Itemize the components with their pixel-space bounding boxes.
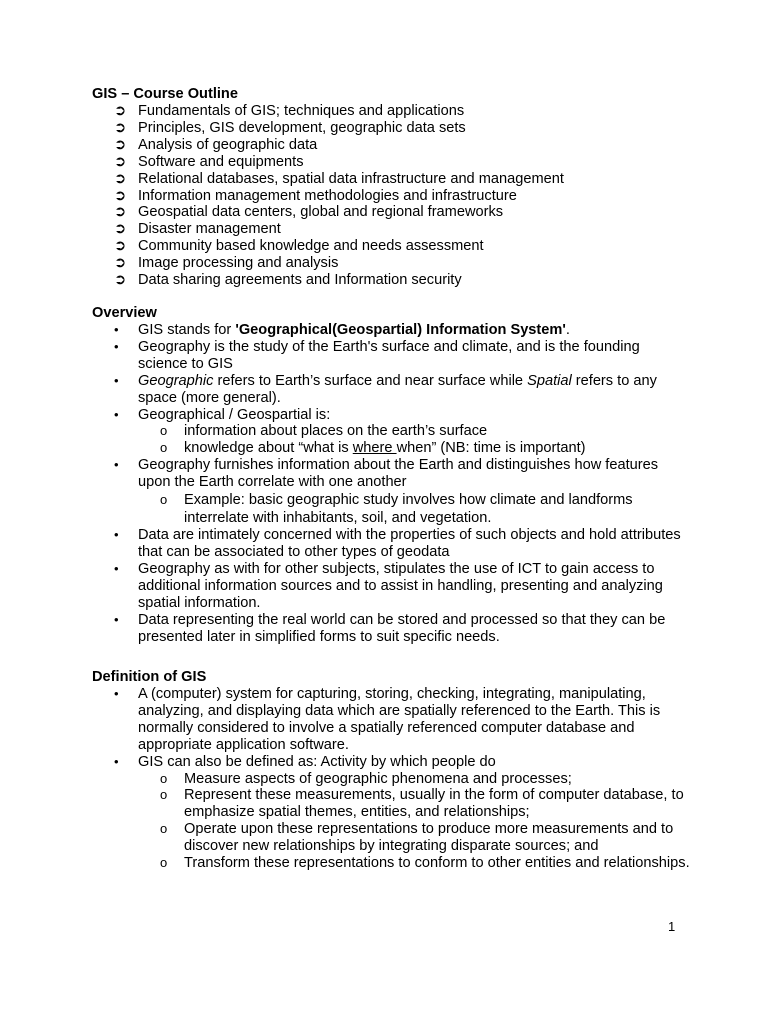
sub-list-item: o Example: basic geographic study involves how climate and landforms interrelate with inhabitants, soil, and vegetation. bbox=[160, 492, 633, 527]
list-item: ➲ Fundamentals of GIS; techniques and applications bbox=[114, 103, 465, 119]
circle-bullet-icon: o bbox=[160, 423, 168, 439]
overview-heading: Overview bbox=[92, 305, 157, 321]
sub-list-item: o Measure aspects of geographic phenomena and processes; bbox=[160, 770, 572, 787]
page-number: 1 bbox=[668, 919, 676, 934]
bullet-icon: • bbox=[114, 560, 119, 576]
bullet-icon: • bbox=[114, 686, 119, 701]
list-item: • GIS stands for 'Geographical(Geospartial) Information System'. bbox=[114, 322, 570, 338]
course-outline-list bbox=[92, 103, 692, 289]
list-item: ➲ Analysis of geographic data bbox=[114, 136, 318, 153]
list-item: ➲ Disaster management bbox=[114, 221, 281, 238]
definition-heading: Definition of GIS bbox=[92, 669, 207, 685]
list-item: ➲ Information management methodologies and infrastructure bbox=[114, 187, 517, 204]
list-item: ➲ Software and equipments bbox=[114, 153, 304, 170]
circle-bullet-icon: o bbox=[160, 440, 168, 456]
list-item: • GIS can also be defined as: Activity by which people do o Measure aspects of geographic phenomena and processes; o Represent these measurements, usually in the form of computer database, to emphasize spatial themes, entities, and relationships; o Operate upon these representations to produce more measurements and to discover new relationships by integrating disparate sources; and o Transform these representations to conform to other entities and relationships. bbox=[92, 754, 692, 872]
circle-bullet-icon: o bbox=[160, 821, 168, 837]
arrow-bullet-icon: ➲ bbox=[114, 119, 127, 136]
arrow-bullet-icon: ➲ bbox=[114, 255, 127, 272]
list-item: ➲ Principles, GIS development, geographic data sets bbox=[114, 119, 466, 136]
list-item: • Data are intimately concerned with the properties of such objects and hold attributes that can be associated to other types of geodata bbox=[114, 527, 681, 560]
sub-list-item: o Transform these representations to conform to other entities and relationships. bbox=[160, 855, 690, 872]
arrow-bullet-icon: ➲ bbox=[114, 221, 127, 238]
sub-list-item: o knowledge about “what is where when” (NB: time is important) bbox=[160, 440, 586, 457]
bullet-icon: • bbox=[114, 372, 119, 388]
overview-section bbox=[92, 305, 692, 645]
list-item: • Geographic refers to Earth’s surface and near surface while Spatial refers to any space (more general). bbox=[114, 372, 657, 406]
circle-bullet-icon: o bbox=[160, 787, 168, 803]
bullet-icon: • bbox=[114, 457, 119, 473]
list-item: ➲ Image processing and analysis bbox=[114, 255, 339, 272]
bullet-icon: • bbox=[114, 338, 119, 354]
list-item: • Geography as with for other subjects, stipulates the use of ICT to gain access to additional information sources and to assist in handling, presenting and analyzing spatial information. bbox=[114, 560, 663, 611]
bullet-icon: • bbox=[114, 322, 119, 337]
bullet-icon: • bbox=[114, 527, 119, 543]
list-item: • Data representing the real world can be stored and processed so that they can be presented later in simplified forms to suit specific needs. bbox=[114, 611, 666, 645]
course-outline-heading: GIS – Course Outline bbox=[92, 86, 238, 102]
circle-bullet-icon: o bbox=[160, 492, 168, 508]
list-item: • Geographical / Geospartial is: o information about places on the earth’s surface o knowledge about “what is where when” (NB: time is important) bbox=[92, 407, 692, 458]
sub-list-item: o Operate upon these representations to produce more measurements and to discover new relationships by integrating disparate sources; and bbox=[160, 821, 674, 855]
list-item: • Geography furnishes information about the Earth and distinguishes how features upon the Earth correlate with one another o Example: basic geographic study involves how climate and landforms interrelate with inhabitants, soil, and vegetation. bbox=[92, 457, 692, 527]
arrow-bullet-icon: ➲ bbox=[114, 153, 127, 170]
list-item: • A (computer) system for capturing, storing, checking, integrating, manipulating, analyzing, and displaying data which are spatially referenced to the Earth. This is normally considered to involve a spatially referenced computer database and appropriate application software. bbox=[114, 686, 661, 753]
arrow-bullet-icon: ➲ bbox=[114, 238, 127, 255]
arrow-bullet-icon: ➲ bbox=[114, 103, 127, 119]
list-item: ➲ Data sharing agreements and Information security bbox=[114, 272, 462, 289]
definition-section bbox=[92, 669, 692, 872]
bullet-icon: • bbox=[114, 406, 119, 422]
arrow-bullet-icon: ➲ bbox=[114, 136, 127, 153]
list-item: ➲ Geospatial data centers, global and regional frameworks bbox=[114, 204, 504, 221]
list-item: • Geography is the study of the Earth's surface and climate, and is the founding science to GIS bbox=[114, 338, 640, 372]
sub-list bbox=[138, 771, 692, 872]
arrow-bullet-icon: ➲ bbox=[114, 204, 127, 221]
bullet-icon: • bbox=[114, 753, 119, 769]
definition-list bbox=[92, 686, 692, 872]
sub-list-item: o information about places on the earth’s surface bbox=[160, 423, 488, 440]
arrow-bullet-icon: ➲ bbox=[114, 272, 127, 289]
circle-bullet-icon: o bbox=[160, 770, 168, 786]
course-outline-section bbox=[92, 86, 692, 289]
list-item: ➲ Community based knowledge and needs assessment bbox=[114, 238, 484, 255]
list-item: ➲ Relational databases, spatial data infrastructure and management bbox=[114, 170, 564, 187]
overview-list bbox=[92, 322, 692, 645]
bullet-icon: • bbox=[114, 611, 119, 627]
sub-list bbox=[138, 491, 692, 527]
arrow-bullet-icon: ➲ bbox=[114, 187, 127, 204]
sub-list bbox=[138, 423, 692, 457]
circle-bullet-icon: o bbox=[160, 855, 168, 871]
sub-list-item: o Represent these measurements, usually in the form of computer database, to emphasize spatial themes, entities, and relationships; bbox=[160, 787, 684, 821]
arrow-bullet-icon: ➲ bbox=[114, 170, 127, 187]
